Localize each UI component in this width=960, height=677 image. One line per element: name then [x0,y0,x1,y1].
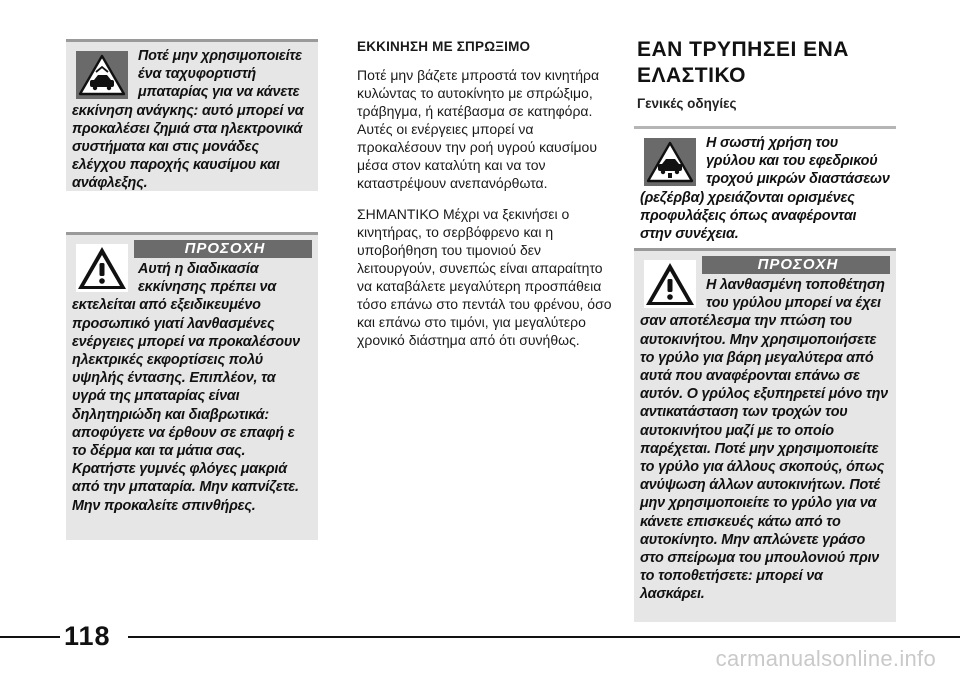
left-note-box [66,39,318,191]
page-number: 118 [64,621,111,651]
section-subtitle: Γενικές οδηγίες [637,96,737,111]
footer-rule-left [0,636,60,638]
warning-triangle-icon [76,244,128,292]
caution-label: ΠΡΟΣΟΧΗ [702,256,890,274]
footer-rule-right [128,636,960,638]
right-note-box [634,126,896,243]
middle-column [357,38,612,362]
push-start-paragraph: Ποτέ μην βάζετε μπροστά τον κινητήρα κυλώντας το αυτοκίνητο με σπρώξιμο, τράβηγμα, ή κατέβασμα σε κατηφόρα. Αυτές οι ενέργειες μπορεί να προκαλέσουν την ροή υγρού καυσίμου μέσα στον καταλύτη και να τον καταστρέψουν ανεπανόρθωτα. [357,67,600,191]
left-caution-box [66,232,318,540]
right-note-text: Η σωστή χρήση του γρύλου και του εφεδρικού τροχού μικρών διαστάσεων (ρεζέρβα) χρειάζονται ορισμένες προφυλάξεις όπως αναφέρονται στην συνέχεια. [640,135,890,243]
important-paragraph: ΣΗΜΑΝΤΙΚΟ Μέχρι να ξεκινήσει ο κινητήρας, το σερβόφρενο και η υποβοήθηση του τιμονιού δεν λειτουργούν, συνεπώς είναι απαραίτητο να καταβάλετε μεγαλύτερη προσπάθεια τόσο επάνω στο πεντάλ του φρένου, όσο και επάνω στο τιμόνι, για μεγαλύτερο χρονικό διάστημα από ότι συνήθως. [357,206,612,348]
left-caution-text: Αυτή η διαδικασία εκκίνησης πρέπει να εκτελείται από εξειδικευμένο προσωπικό γιατί λανθασμένες ενέργειες μπορεί να προκαλέσουν ηλεκτρικές εκφορτίσεις πολύ υψηλής έντασης. Επιπλέον, τα υγρά της μπαταρίας είναι δηλητηριώδη και διαβρωτικά: αποφύγετε να έρθουν σε επαφή ε το δέρμα και τα μάτια σας. Κρατήστε γυμνές φλόγες μακριά από την μπαταρία. Μην καπνίζετε. Μην προκαλείτε σπινθήρες. [72,261,300,514]
car-lift-icon [644,138,696,186]
page-title: ΕΑΝ ΤΡΥΠΗΣΕΙ ΕΝΑ ΕΛΑΣΤΙΚΟ [637,38,849,87]
car-battery-icon [76,51,128,99]
section-heading-push-start: ΕΚΚΙΝΗΣΗ ΜΕ ΣΠΡΩΞΙΜΟ [357,39,531,54]
warning-triangle-icon [644,260,696,308]
watermark: carmanualsonline.info [715,646,936,671]
right-caution-box [634,248,896,622]
caution-label: ΠΡΟΣΟΧΗ [134,240,312,258]
left-note-text: Ποτέ μην χρησιμοποιείτε ένα ταχυφορτιστή μπαταρίας για να κάνετε εκκίνηση ανάγκης: αυτό μπορεί να προκαλέσει ζημιά στα ηλεκτρονικά συστήματα και στις μονάδες ελέγχου παροχής καυσίμου και ανάφλεξης. [72,48,304,192]
right-caution-text: Η λανθασμένη τοποθέτηση του γρύλου μπορεί να έχει σαν αποτέλεσμα την πτώση του αυτοκινήτου. Μην χρησιμοποιήσετε το γρύλο για βάρη μεγαλύτερα από αυτά που αναφέρονται επάνω σε αυτόν. Ο γρύλος εξυπηρετεί μόνο την αντικατάσταση των τροχών του αυτοκινήτου μαζί με το οποίο παρέχεται. Ποτέ μην χρησιμοποιείτε το γρύλο για άλλους σκοπούς, όπως ανύψωση άλλων αυτοκινήτων. Ποτέ μην χρησιμοποιείτε το γρύλο για να κάνετε επισκευές κάτω από το αυτοκίνητο. Μην απλώνετε γράσο στο σπείρωμα του μπουλονιού πριν το τοποθετήσετε: μπορεί να λασκάρει. [640,277,888,603]
